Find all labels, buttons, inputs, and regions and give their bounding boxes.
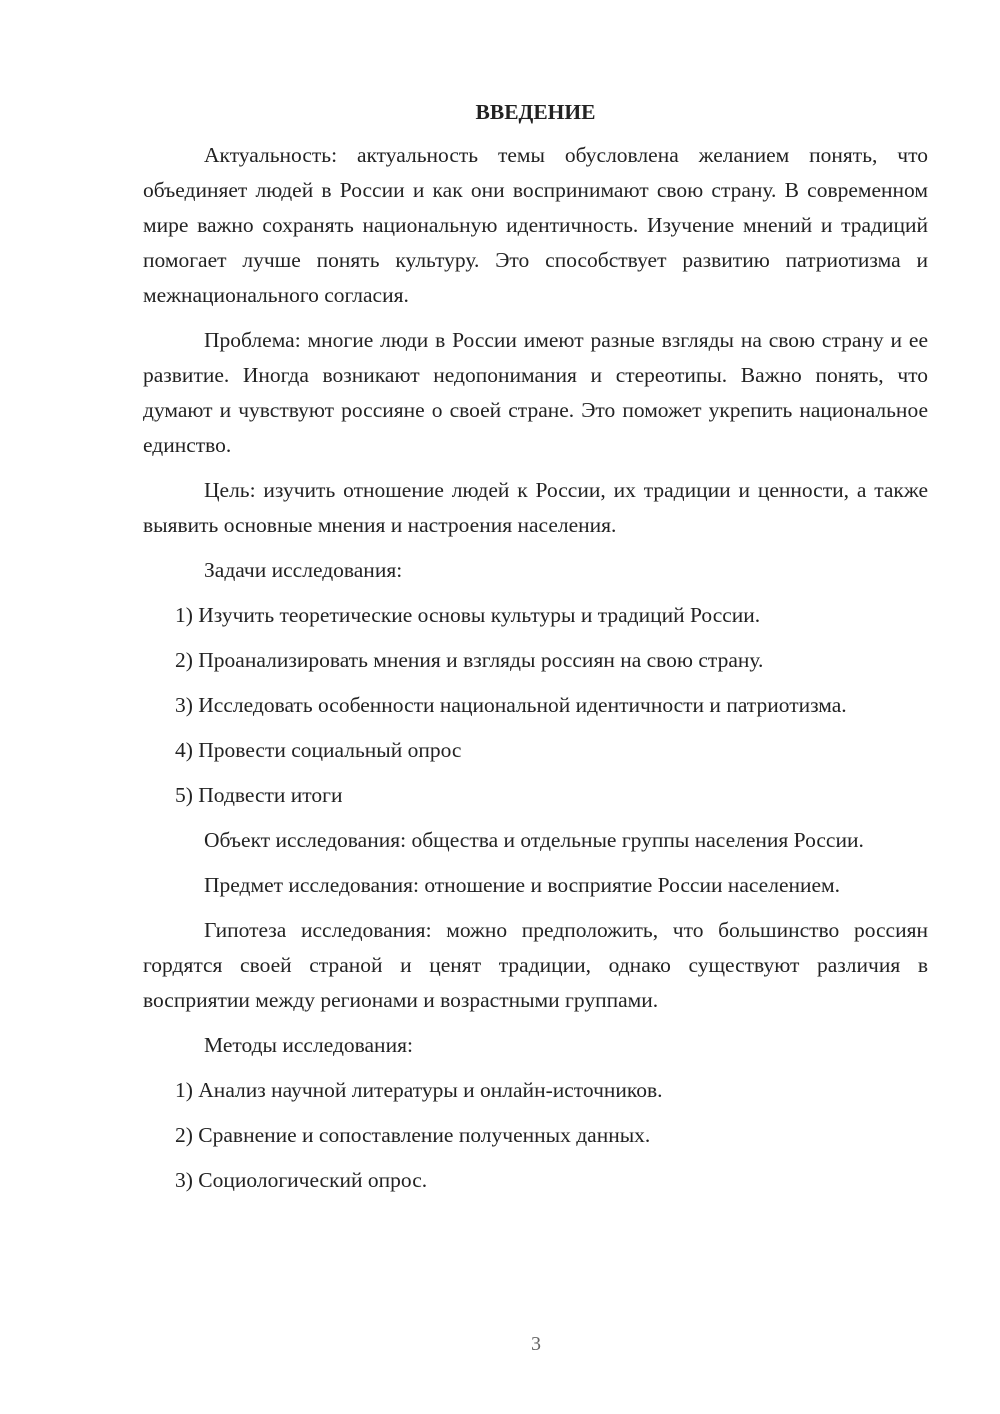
hypothesis-paragraph: Гипотеза исследования: можно предположить, что большинство россиян гордятся своей страной и ценят традиции, однако существуют различия в восприятии между регионами и возрастными группами. [143,918,928,1012]
document-body [143,96,928,1208]
section-heading: ВВЕДЕНИЕ [475,100,596,124]
task-item-3: 3) Исследовать особенности национальной идентичности и патриотизма. [175,693,847,717]
object-paragraph: Объект исследования: общества и отдельные группы населения России. [204,828,864,852]
subject-paragraph: Предмет исследования: отношение и восприятие России населением. [204,873,841,897]
task-item-4: 4) Провести социальный опрос [175,738,462,762]
page-number: 3 [531,1333,541,1355]
method-item-1: 1) Анализ научной литературы и онлайн-источников. [175,1078,663,1102]
methods-title: Методы исследования: [204,1033,413,1057]
tasks-title: Задачи исследования: [204,558,403,582]
problem-paragraph: Проблема: многие люди в России имеют разные взгляды на свою страну и ее развитие. Иногда возникают недопонимания и стереотипы. Важно понять, что думают и чувствуют россияне о своей стране. Это поможет укрепить национальное единство. [143,328,928,457]
task-item-2: 2) Проанализировать мнения и взгляды россиян на свою страну. [175,648,764,672]
task-item-1: 1) Изучить теоретические основы культуры и традиций России. [175,603,761,627]
relevance-paragraph: Актуальность: актуальность темы обусловлена желанием понять, что объединяет людей в России и как они воспринимают свою страну. В современном мире важно сохранять национальную идентичность. Изучение мнений и традиций помогает лучше понять культуру. Это способствует развитию патриотизма и межнационального согласия. [143,143,928,307]
method-item-2: 2) Сравнение и сопоставление полученных данных. [175,1123,651,1147]
method-item-3: 3) Социологический опрос. [175,1168,428,1192]
task-item-5: 5) Подвести итоги [175,783,343,807]
goal-paragraph: Цель: изучить отношение людей к России, их традиции и ценности, а также выявить основные мнения и настроения населения. [143,478,928,537]
